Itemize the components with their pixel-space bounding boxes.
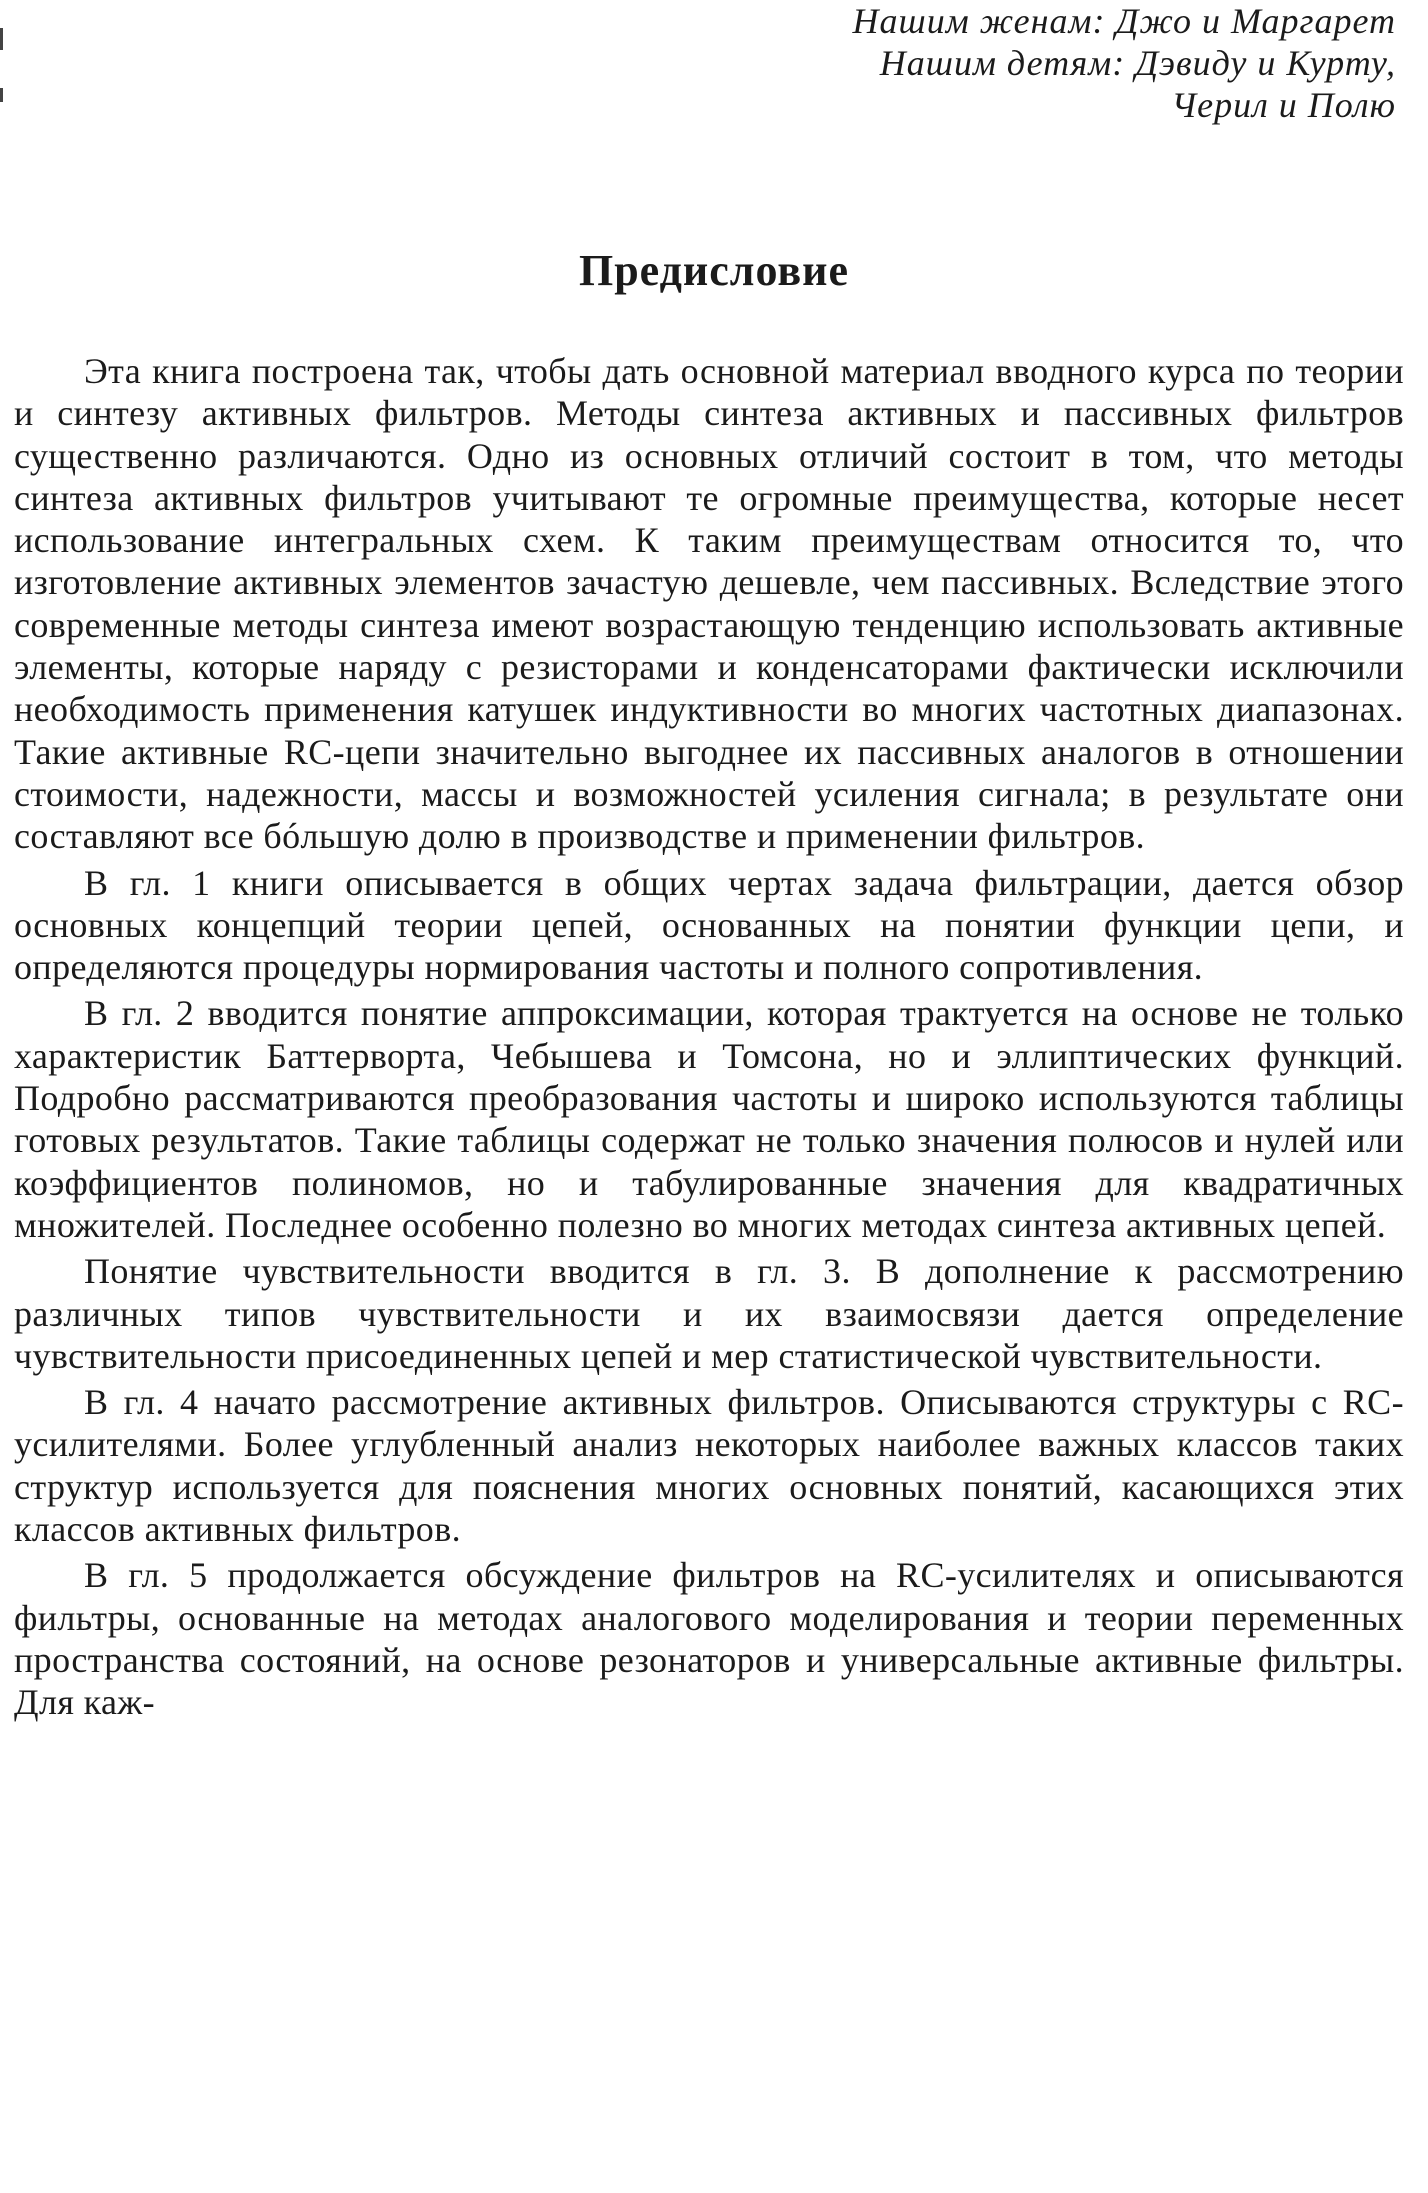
paragraph: Понятие чувствительности вводится в гл. 3. В дополнение к рассмотрению различных типов чувствительности и их взаимосвязи дается определение чувствительности присоединенных цепей и мер статистической чувствительности. xyxy=(14,1251,1404,1376)
paragraph: В гл. 1 книги описывается в общих чертах задача фильтрации, дается обзор основных концепций теории цепей, основанных на понятии функции цепи, и определяются процедуры нормирования частоты и полного сопротивления. xyxy=(14,862,1404,988)
paragraph: В гл. 2 вводится понятие аппроксимации, которая трактуется на основе не только характеристик Баттерворта, Чебышева и Томсона, но и эллиптических функций. Подробно рассматриваются преобразования частоты и широко используются таблицы готовых результатов. Такие таблицы содержат не только значения полюсов и нулей или коэффициентов полиномов, но и табулированные значения для квадратичных множителей. Последнее особенно полезно во многих методах синтеза активных цепей. xyxy=(14,993,1404,1245)
dedication-line: Нашим детям: Дэвиду и Курту, xyxy=(879,43,1396,83)
preface-body xyxy=(14,350,1404,1728)
scan-edge-mark xyxy=(0,28,3,50)
paragraph: Эта книга построена так, чтобы дать основной материал вводного курса по теории и синтезу активных фильтров. Методы синтеза активных и пассивных фильтров существенно различаются. Одно из основных отличий состоит в том, что методы синтеза активных фильтров учитывают те огромные преимущества, которые несет использование интегральных схем. К таким преимуществам относится то, что изготовление активных элементов зачастую дешевле, чем пассивных. Вследствие этого современные методы синтеза имеют возрастающую тенденцию использовать активные элементы, которые наряду с резисторами и конденсаторами фактически исключили необходимость применения катушек индуктивности во многих частотных диапазонах. Такие активные RC-цепи значительно выгоднее их пассивных аналогов в отношении стоимости, надежности, массы и возможностей усиления сигнала; в результате они составляют все бóльшую долю в производстве и применении фильтров. xyxy=(14,351,1404,857)
paragraph: В гл. 5 продолжается обсуждение фильтров на RC-усилителях и описываются фильтры, основанные на методах аналогового моделирования и теории переменных пространства состояний, на основе резонаторов и универсальные активные фильтры. Для каж- xyxy=(14,1555,1404,1723)
dedication-line: Нашим женам: Джо и Маргарет xyxy=(852,1,1396,41)
section-heading: Предисловие xyxy=(578,246,849,295)
dedication xyxy=(636,0,1396,126)
paragraph: В гл. 4 начато рассмотрение активных фильтров. Описываются структуры с RC-усилителями. Более углубленный анализ некоторых наиболее важных классов таких структур используется для пояснения многих основных понятий, касающихся этих классов активных фильтров. xyxy=(14,1382,1404,1550)
scan-edge-mark xyxy=(0,88,3,102)
dedication-line: Черил и Полю xyxy=(1171,85,1396,125)
